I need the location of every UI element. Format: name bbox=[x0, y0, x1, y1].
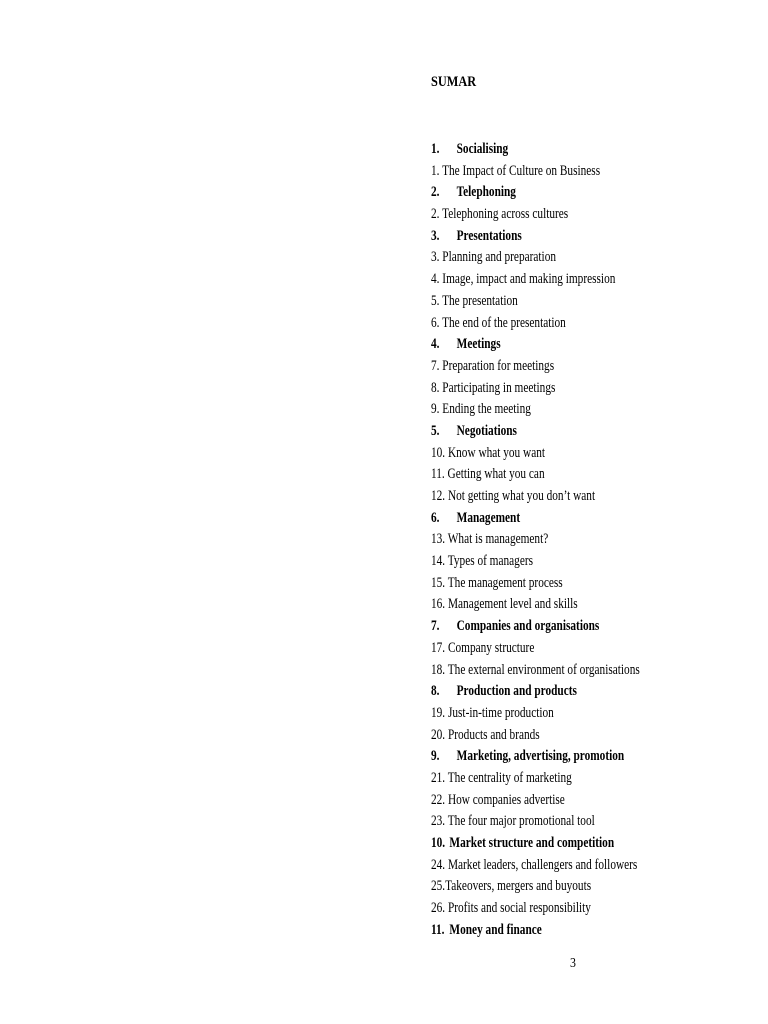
toc-item-title: 25.Takeovers, mergers and buyouts bbox=[431, 878, 592, 895]
toc-item bbox=[431, 399, 640, 421]
toc-item-title: 21. The centrality of marketing bbox=[431, 769, 572, 786]
toc-item-title: 7. Preparation for meetings bbox=[431, 357, 555, 374]
toc-item bbox=[431, 378, 640, 400]
toc-item bbox=[431, 898, 640, 920]
toc-item bbox=[431, 638, 640, 660]
toc-section-title: Presentations bbox=[456, 227, 522, 244]
toc-section-heading bbox=[431, 616, 640, 638]
toc-item-title: 2. Telephoning across cultures bbox=[431, 206, 569, 223]
toc-item-title: 9. Ending the meeting bbox=[431, 401, 531, 418]
toc-item-title: 13. What is management? bbox=[431, 531, 549, 548]
toc-item-title: 22. How companies advertise bbox=[431, 791, 565, 808]
toc-item-title: 8. Participating in meetings bbox=[431, 379, 556, 396]
toc-item-title: 26. Profits and social responsibility bbox=[431, 900, 591, 917]
toc-section-title: Meetings bbox=[456, 336, 501, 353]
toc-section-title: Companies and organisations bbox=[456, 618, 600, 635]
toc-item bbox=[431, 573, 640, 595]
toc-item bbox=[431, 443, 640, 465]
toc-item bbox=[431, 269, 640, 291]
page-number: 3 bbox=[570, 956, 576, 971]
toc-section-number: 6. bbox=[431, 509, 440, 526]
toc-section-heading bbox=[431, 182, 640, 204]
toc-section-title: Marketing, advertising, promotion bbox=[456, 748, 625, 765]
toc-item bbox=[431, 291, 640, 313]
toc-item bbox=[431, 551, 640, 573]
toc-item-title: 23. The four major promotional tool bbox=[431, 813, 595, 830]
toc-section-title: Socialising bbox=[456, 141, 509, 157]
toc-section-heading bbox=[431, 920, 640, 942]
toc-section-number: 1. bbox=[431, 141, 440, 157]
toc-item-title: 17. Company structure bbox=[431, 639, 535, 656]
toc-item bbox=[431, 486, 640, 508]
toc-section-heading bbox=[431, 139, 640, 161]
toc-item bbox=[431, 594, 640, 616]
toc-section-number: 2. bbox=[431, 184, 440, 201]
toc-item bbox=[431, 204, 640, 226]
toc-item bbox=[431, 529, 640, 551]
toc-section-number: 10. bbox=[431, 835, 446, 851]
toc-item bbox=[431, 464, 640, 486]
toc-section-heading bbox=[431, 226, 640, 248]
toc-item bbox=[431, 660, 640, 682]
toc-item-title: 16. Management level and skills bbox=[431, 596, 578, 613]
page-title: SUMAR bbox=[431, 74, 477, 90]
toc-item-title: 20. Products and brands bbox=[431, 726, 540, 743]
toc-section-heading bbox=[431, 833, 640, 855]
toc-item bbox=[431, 703, 640, 725]
toc-item bbox=[431, 725, 640, 747]
table-of-contents bbox=[431, 139, 699, 941]
toc-item bbox=[431, 855, 640, 877]
toc-item-title: 1. The Impact of Culture on Business bbox=[431, 162, 601, 179]
toc-item-title: 18. The external environment of organisations bbox=[431, 661, 640, 678]
toc-section-heading bbox=[431, 681, 640, 703]
toc-section-number: 5. bbox=[431, 422, 440, 439]
toc-item-title: 5. The presentation bbox=[431, 292, 518, 309]
toc-item-title: 10. Know what you want bbox=[431, 444, 546, 461]
toc-item bbox=[431, 247, 640, 269]
toc-section-title: Market structure and competition bbox=[449, 835, 615, 851]
toc-item bbox=[431, 313, 640, 335]
toc-item bbox=[431, 161, 640, 183]
toc-item-title: 12. Not getting what you don’t want bbox=[431, 488, 596, 504]
toc-item-title: 4. Image, impact and making impression bbox=[431, 271, 616, 288]
toc-section-heading bbox=[431, 746, 640, 768]
toc-section-number: 4. bbox=[431, 336, 440, 353]
toc-item bbox=[431, 768, 640, 790]
toc-section-number: 8. bbox=[431, 683, 440, 700]
toc-item bbox=[431, 876, 640, 898]
toc-section-number: 11. bbox=[431, 921, 445, 938]
toc-item bbox=[431, 790, 640, 812]
toc-section-heading bbox=[431, 334, 640, 356]
toc-item-title: 24. Market leaders, challengers and followers bbox=[431, 856, 638, 873]
toc-section-title: Production and products bbox=[456, 683, 577, 700]
toc-item-title: 6. The end of the presentation bbox=[431, 314, 566, 331]
toc-section-title: Money and finance bbox=[449, 921, 542, 938]
toc-section-title: Management bbox=[456, 509, 521, 526]
toc-section-heading bbox=[431, 421, 640, 443]
toc-section-number: 3. bbox=[431, 227, 440, 244]
toc-section-title: Negotiations bbox=[456, 422, 517, 439]
toc-item-title: 19. Just-in-time production bbox=[431, 704, 554, 721]
toc-item bbox=[431, 811, 640, 833]
toc-item-title: 15. The management process bbox=[431, 574, 563, 591]
toc-section-number: 9. bbox=[431, 748, 440, 765]
toc-item-title: 11. Getting what you can bbox=[431, 466, 545, 483]
toc-section-heading bbox=[431, 508, 640, 530]
toc-item-title: 3. Planning and preparation bbox=[431, 249, 557, 266]
toc-item bbox=[431, 356, 640, 378]
toc-item-title: 14. Types of managers bbox=[431, 553, 534, 570]
toc-section-title: Telephoning bbox=[456, 184, 516, 201]
toc-section-number: 7. bbox=[431, 618, 440, 635]
